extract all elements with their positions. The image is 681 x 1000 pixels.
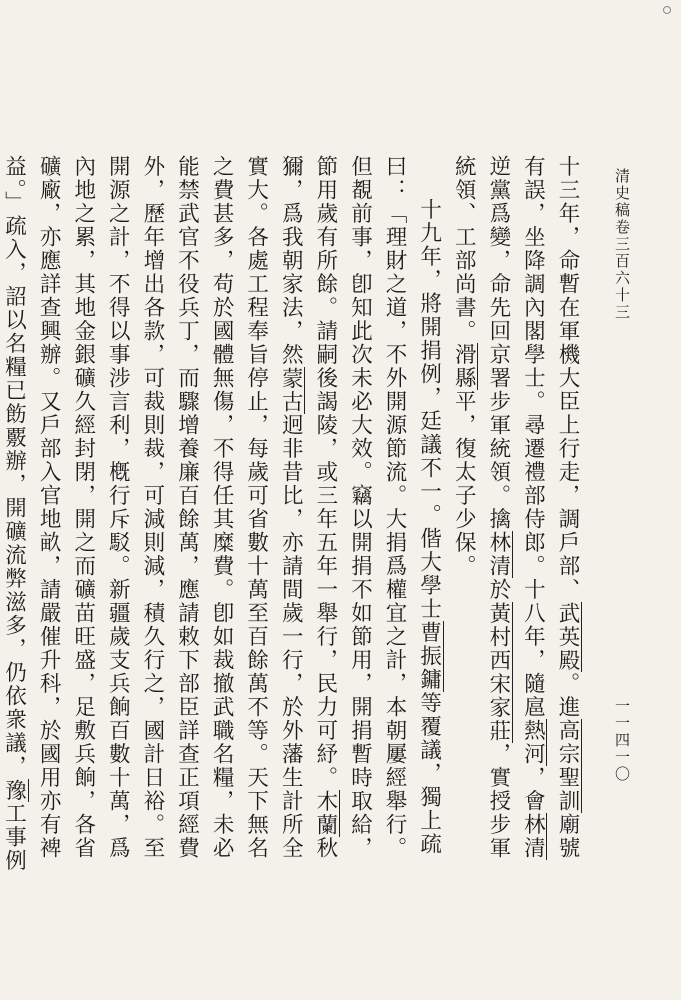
text-run: ，實授步軍統領、工部尚書。: [451, 155, 511, 860]
proper-name: 曹振鏞: [416, 621, 442, 692]
proper-name: 武英殿: [555, 601, 580, 672]
proper-name: 豫: [1, 778, 27, 803]
text-run: 平，復太子少保。: [451, 390, 477, 578]
vertical-text-body: [1, 155, 584, 875]
proper-name: 木蘭: [312, 789, 338, 837]
text-run: 廟號有誤，坐降調內閣學士。尋遷禮部侍郎。十八年，隨扈: [520, 155, 580, 860]
running-header: 清史稿卷三百六十三: [613, 168, 631, 321]
text-run: 工事例: [1, 802, 27, 873]
proper-name: 高宗聖訓: [555, 719, 580, 813]
proper-name: 林清: [520, 813, 546, 860]
text-run: 於: [485, 578, 511, 602]
proper-name: 滑縣: [451, 343, 477, 390]
text-run: 逆黨爲變，命先回京署步軍統領。擒: [485, 155, 511, 531]
text-run: 等覆議，獨上疏曰：「理財之道，不外開源節流。大捐爲權宜之計，本朝屢經舉行。但覩前事，卽知此次未必大效。竊以開捐不如節用，開捐暫時取給，節用歲有所餘。請嗣後謁陵，或三年五年一舉行，民力可紓。: [312, 155, 442, 860]
text-run: 十九年，將開捐例，廷議不一。偕大學士: [416, 198, 442, 621]
text-run: 十三年，命暫在軍機大臣上行走，調戶部、: [555, 155, 580, 602]
text-run: 。進: [555, 672, 580, 719]
text-run: ，會: [520, 766, 546, 813]
proper-name: 熱河: [520, 719, 546, 766]
page-number: 一一四一〇: [613, 698, 631, 783]
paragraph: [0, 155, 446, 875]
corner-ring-mark: [663, 6, 671, 14]
text-run: 迥非昔比，亦請間歲一行，於外藩生計所全實大。各處工程奉旨停止，每歲可省數十萬至百餘萬不等。天下無名之費甚多，苟於國體無傷，不得任其糜費。卽如裁撤武職名糧，未必能禁武官不役兵丁，而驟增養廉百餘萬，應請敕下部臣詳查正項經費外，歷年增出各款，可裁則裁，可減則減，積久行之，國計日裕。至開源之計，不得以事涉言利，槪行斥駁。新疆歲支兵餉百數十萬，爲內地之累，其地金銀礦久經封閉，開之而礦苗旺盛，足敷兵餉，各省礦廠，亦應詳查興辦。又戶部入官地畝，請嚴催升科，於國用亦有裨益。」疏入，詔以名糧已飭覈辦，開礦流弊滋多，仍依衆議，: [1, 155, 304, 860]
text-run: 秋獮，爲我朝家法，然: [278, 155, 338, 860]
proper-name: 蒙古: [278, 366, 304, 414]
proper-name: 林清: [485, 531, 511, 578]
paragraph: [446, 155, 584, 875]
proper-name: 黃村西宋家莊: [485, 601, 511, 743]
